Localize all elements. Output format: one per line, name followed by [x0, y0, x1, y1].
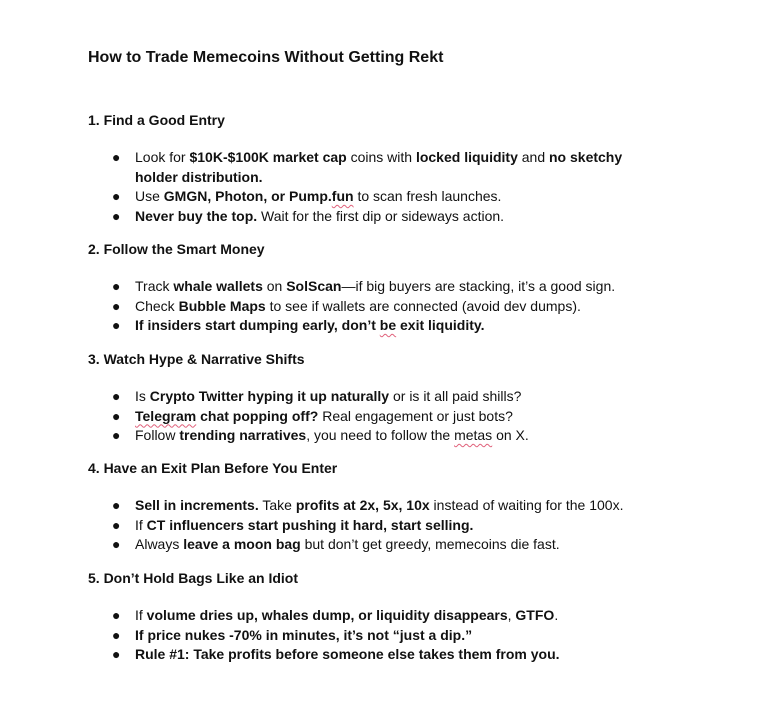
- item-text: Is: [135, 388, 150, 404]
- section-heading: 2. Follow the Smart Money: [88, 241, 265, 257]
- item-text-bold: chat popping off?: [196, 407, 319, 424]
- list-item: [0, 645, 665, 665]
- item-text-bold: Crypto Twitter hyping it up naturally: [149, 388, 390, 404]
- list-item: [0, 626, 665, 646]
- item-text: .: [554, 607, 559, 623]
- bullet-icon: ●: [112, 536, 121, 552]
- spellcheck-word[interactable]: metas: [454, 427, 493, 443]
- item-text: on X.: [492, 427, 529, 443]
- item-text: coins with: [346, 149, 416, 165]
- section-heading: 5. Don’t Hold Bags Like an Idiot: [88, 570, 299, 586]
- list-item: [0, 148, 665, 187]
- bullet-icon: ●: [112, 516, 121, 533]
- item-text-bold: GMGN, Photon, or Pump.: [163, 188, 332, 204]
- item-text: and: [517, 149, 549, 165]
- list-item: [0, 516, 665, 536]
- section-heading: 3. Watch Hype & Narrative Shifts: [88, 351, 305, 367]
- item-text: , you need to follow the: [306, 427, 455, 443]
- item-text-bold: no sketchy holder distribution.: [135, 149, 623, 185]
- item-text: If: [135, 516, 147, 533]
- list-item: [0, 297, 665, 317]
- item-text: to see if wallets are connected (avoid dev dumps).: [265, 297, 581, 314]
- item-text-bold: Bubble Maps: [178, 297, 266, 314]
- item-text-bold: Never buy the top.: [135, 207, 258, 224]
- item-text-bold: SolScan: [286, 278, 342, 294]
- item-text-bold: trending narratives: [179, 427, 307, 443]
- bullet-list: [0, 148, 776, 226]
- list-item: [0, 187, 665, 207]
- section-heading: 1. Find a Good Entry: [88, 112, 225, 128]
- list-item: [0, 535, 665, 555]
- bullet-icon: ●: [112, 317, 121, 333]
- item-text-bold: CT influencers start pushing it hard, start selling.: [146, 516, 474, 533]
- item-text: Take: [258, 497, 296, 513]
- item-text: but don’t get greedy, memecoins die fast.: [300, 536, 560, 552]
- list-item: [0, 277, 665, 297]
- list-item: [0, 207, 665, 227]
- item-text-bold: leave a moon bag: [183, 536, 301, 552]
- item-text-bold: volume dries up, whales dump, or liquidity disappears: [146, 607, 508, 623]
- bullet-icon: ●: [112, 278, 121, 294]
- item-text-bold: locked liquidity: [415, 149, 518, 165]
- item-text: If: [135, 607, 147, 623]
- item-text: to scan fresh launches.: [353, 188, 502, 204]
- bullet-icon: ●: [112, 207, 121, 224]
- item-text: —if big buyers are stacking, it’s a good sign.: [341, 278, 616, 294]
- item-text: instead of waiting for the 100x.: [429, 497, 624, 513]
- list-item: [0, 606, 665, 626]
- bullet-list: [0, 387, 776, 446]
- item-text-bold: If insiders start dumping early, don’t: [135, 317, 380, 333]
- bullet-icon: ●: [112, 388, 121, 404]
- item-text-bold: exit liquidity.: [396, 317, 485, 333]
- item-text: Follow: [135, 427, 180, 443]
- item-text: Always: [135, 536, 184, 552]
- bullet-icon: ●: [112, 297, 121, 314]
- item-text: or is it all paid shills?: [389, 388, 522, 404]
- item-text: Check: [135, 297, 179, 314]
- bullet-list: [0, 277, 776, 336]
- item-text: ,: [507, 607, 516, 623]
- bullet-list: [0, 496, 776, 555]
- item-text: Use: [135, 188, 164, 204]
- item-text: Wait for the first dip or sideways action.: [257, 207, 505, 224]
- list-item: [0, 426, 665, 446]
- list-item: [0, 496, 665, 516]
- bullet-list: [0, 606, 776, 665]
- bullet-icon: ●: [112, 607, 121, 623]
- item-text-bold: GTFO: [515, 607, 555, 623]
- item-text: on: [262, 278, 287, 294]
- bullet-icon: ●: [112, 427, 121, 443]
- item-text-bold: profits at 2x, 5x, 10x: [295, 497, 430, 513]
- list-item: [0, 387, 665, 407]
- item-text: Real engagement or just bots?: [318, 407, 513, 424]
- section-heading: 4. Have an Exit Plan Before You Enter: [88, 460, 338, 476]
- item-text-bold: Rule #1: Take profits before someone else takes them from you.: [135, 646, 560, 662]
- bullet-icon: ●: [112, 407, 121, 424]
- bullet-icon: ●: [112, 626, 121, 643]
- item-text: Look for: [135, 149, 190, 165]
- bullet-icon: ●: [112, 497, 121, 513]
- item-text-bold: whale wallets: [173, 278, 263, 294]
- item-text-bold: Sell in increments.: [135, 497, 259, 513]
- document-title: How to Trade Memecoins Without Getting Rekt: [88, 49, 444, 66]
- spellcheck-word[interactable]: Telegram: [135, 407, 197, 424]
- item-text-bold: If price nukes -70% in minutes, it’s not “just a dip.”: [135, 626, 473, 643]
- bullet-icon: ●: [112, 188, 121, 204]
- item-text: Track: [135, 278, 174, 294]
- bullet-icon: ●: [112, 149, 121, 165]
- item-text-bold: $10K-$100K market cap: [189, 149, 347, 165]
- spellcheck-word[interactable]: be: [379, 317, 397, 333]
- list-item: [0, 407, 665, 427]
- list-item: [0, 316, 665, 336]
- spellcheck-word[interactable]: fun: [331, 188, 354, 204]
- bullet-icon: ●: [112, 646, 121, 662]
